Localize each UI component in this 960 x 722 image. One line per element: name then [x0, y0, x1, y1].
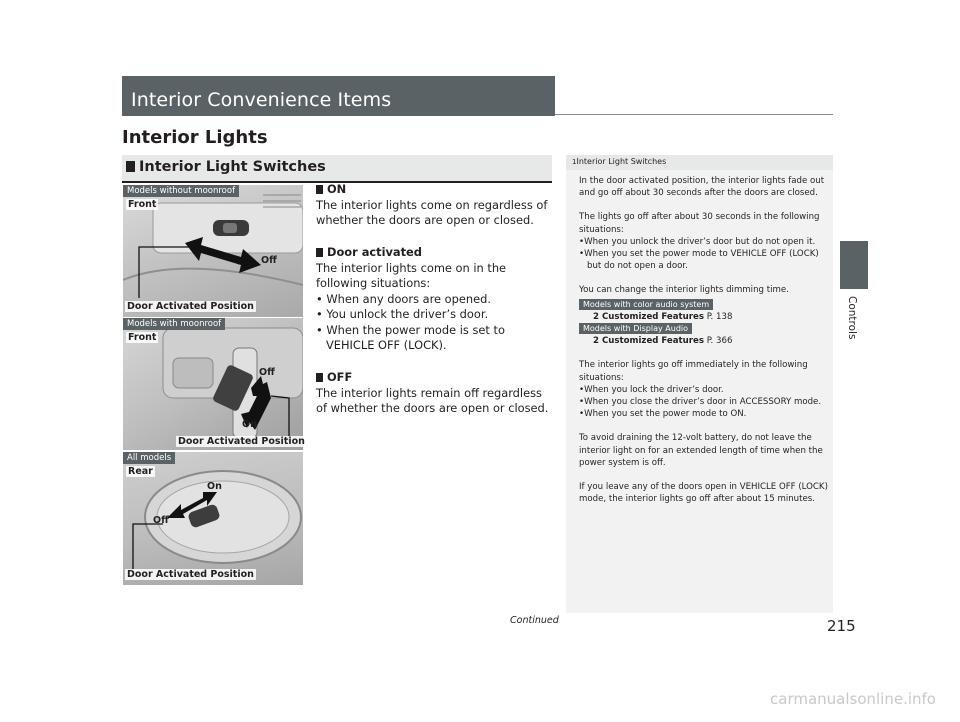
list-item: • You unlock the driver’s door.: [316, 307, 489, 321]
note-paragraph: You can change the interior lights dimming time.: [579, 285, 789, 296]
rear-label: Rear: [128, 466, 153, 477]
on-heading: ON: [316, 182, 551, 198]
tag-color-audio: Models with color audio system: [579, 299, 829, 311]
note-paragraph: In the door activated position, the interior lights fade out and go off about 30 seconds after the doors are closed.: [579, 176, 825, 199]
list-item: • When the power mode is set to VEHICLE OFF (LOCK).: [316, 322, 505, 352]
model-tag: All models: [123, 452, 175, 464]
on-text: The interior lights come on regardless of whether the doors are open or closed.: [316, 197, 548, 227]
list-item: • When any doors are opened.: [316, 291, 491, 306]
square-bullet-icon: [316, 373, 323, 382]
note-marker-icon: 1: [572, 158, 577, 166]
note-title: 1Interior Light Switches: [572, 157, 667, 166]
off-label: Off: [259, 367, 275, 378]
page-number: 215: [827, 617, 856, 635]
page-title: Interior Convenience Items: [131, 89, 392, 111]
off-label: Off: [153, 515, 169, 526]
note-paragraph: The interior lights go off immediately in the following situations: •When you lock the driver’s door. •When you close the driver’s door in ACCESSORY mode. •When you set the power mode to ON.: [579, 359, 829, 420]
off-label: Off: [261, 255, 277, 266]
square-bullet-icon: [316, 185, 323, 194]
on-label: On: [242, 419, 257, 430]
front-label: Front: [128, 332, 157, 343]
cross-reference-link[interactable]: 2 Customized Features P. 366: [593, 336, 733, 347]
door-activated-label: Door Activated Position: [127, 301, 254, 312]
subsection-title-text: Interior Light Switches: [139, 159, 326, 175]
off-text: The interior lights remain off regardless of whether the doors are open or closed.: [316, 385, 549, 415]
list-item: •When you set the power mode to ON.: [579, 409, 747, 420]
cross-reference-link[interactable]: 2 Customized Features P. 138: [593, 311, 733, 322]
on-section: [316, 182, 551, 229]
continued-label: Continued: [510, 615, 559, 626]
tag-display-audio: Models with Display Audio: [579, 323, 829, 335]
model-tag: Models with moonroof: [123, 318, 225, 330]
on-label: On: [207, 481, 222, 492]
off-section: [316, 370, 551, 417]
list-item: •When you unlock the driver’s door but do not open it.: [579, 236, 816, 247]
note-paragraph: If you leave any of the doors open in VEHICLE OFF (LOCK) mode, the interior lights go off after about 15 minutes.: [579, 482, 828, 505]
watermark: carmanualsonline.info: [770, 690, 936, 708]
subsection-title: [126, 159, 326, 175]
model-tag: Models without moonroof: [123, 185, 239, 197]
door-heading: Door activated: [316, 245, 551, 261]
list-item: •When you set the power mode to VEHICLE OFF (LOCK) but do not open a door.: [579, 249, 819, 272]
door-activated-section: [316, 245, 551, 354]
door-text: The interior lights come on in the following situations:: [316, 260, 507, 290]
door-activated-label: Door Activated Position: [127, 569, 254, 580]
door-activated-label: Door Activated Position: [178, 436, 305, 447]
square-bullet-icon: [316, 248, 323, 257]
section-heading: Interior Lights: [122, 127, 268, 148]
list-item: •When you lock the driver’s door.: [579, 384, 724, 395]
off-heading: OFF: [316, 370, 551, 386]
chapter-tab[interactable]: [840, 241, 868, 289]
square-bullet-icon: [126, 161, 135, 172]
front-label: Front: [128, 199, 157, 210]
note-content: [579, 175, 829, 517]
note-paragraph: The lights go off after about 30 seconds in the following situations: •When you unlock the driver’s door but do not open it. •When you set the power mode to VEHICLE OFF (LOCK) but do not open a door.: [579, 211, 829, 272]
chapter-tab-label: Controls: [846, 296, 858, 340]
header-rule: [555, 114, 833, 115]
note-paragraph: To avoid draining the 12-volt battery, do not leave the interior light on for an extended length of time when the power system is off.: [579, 433, 823, 468]
list-item: •When you close the driver’s door in ACCESSORY mode.: [579, 397, 822, 408]
